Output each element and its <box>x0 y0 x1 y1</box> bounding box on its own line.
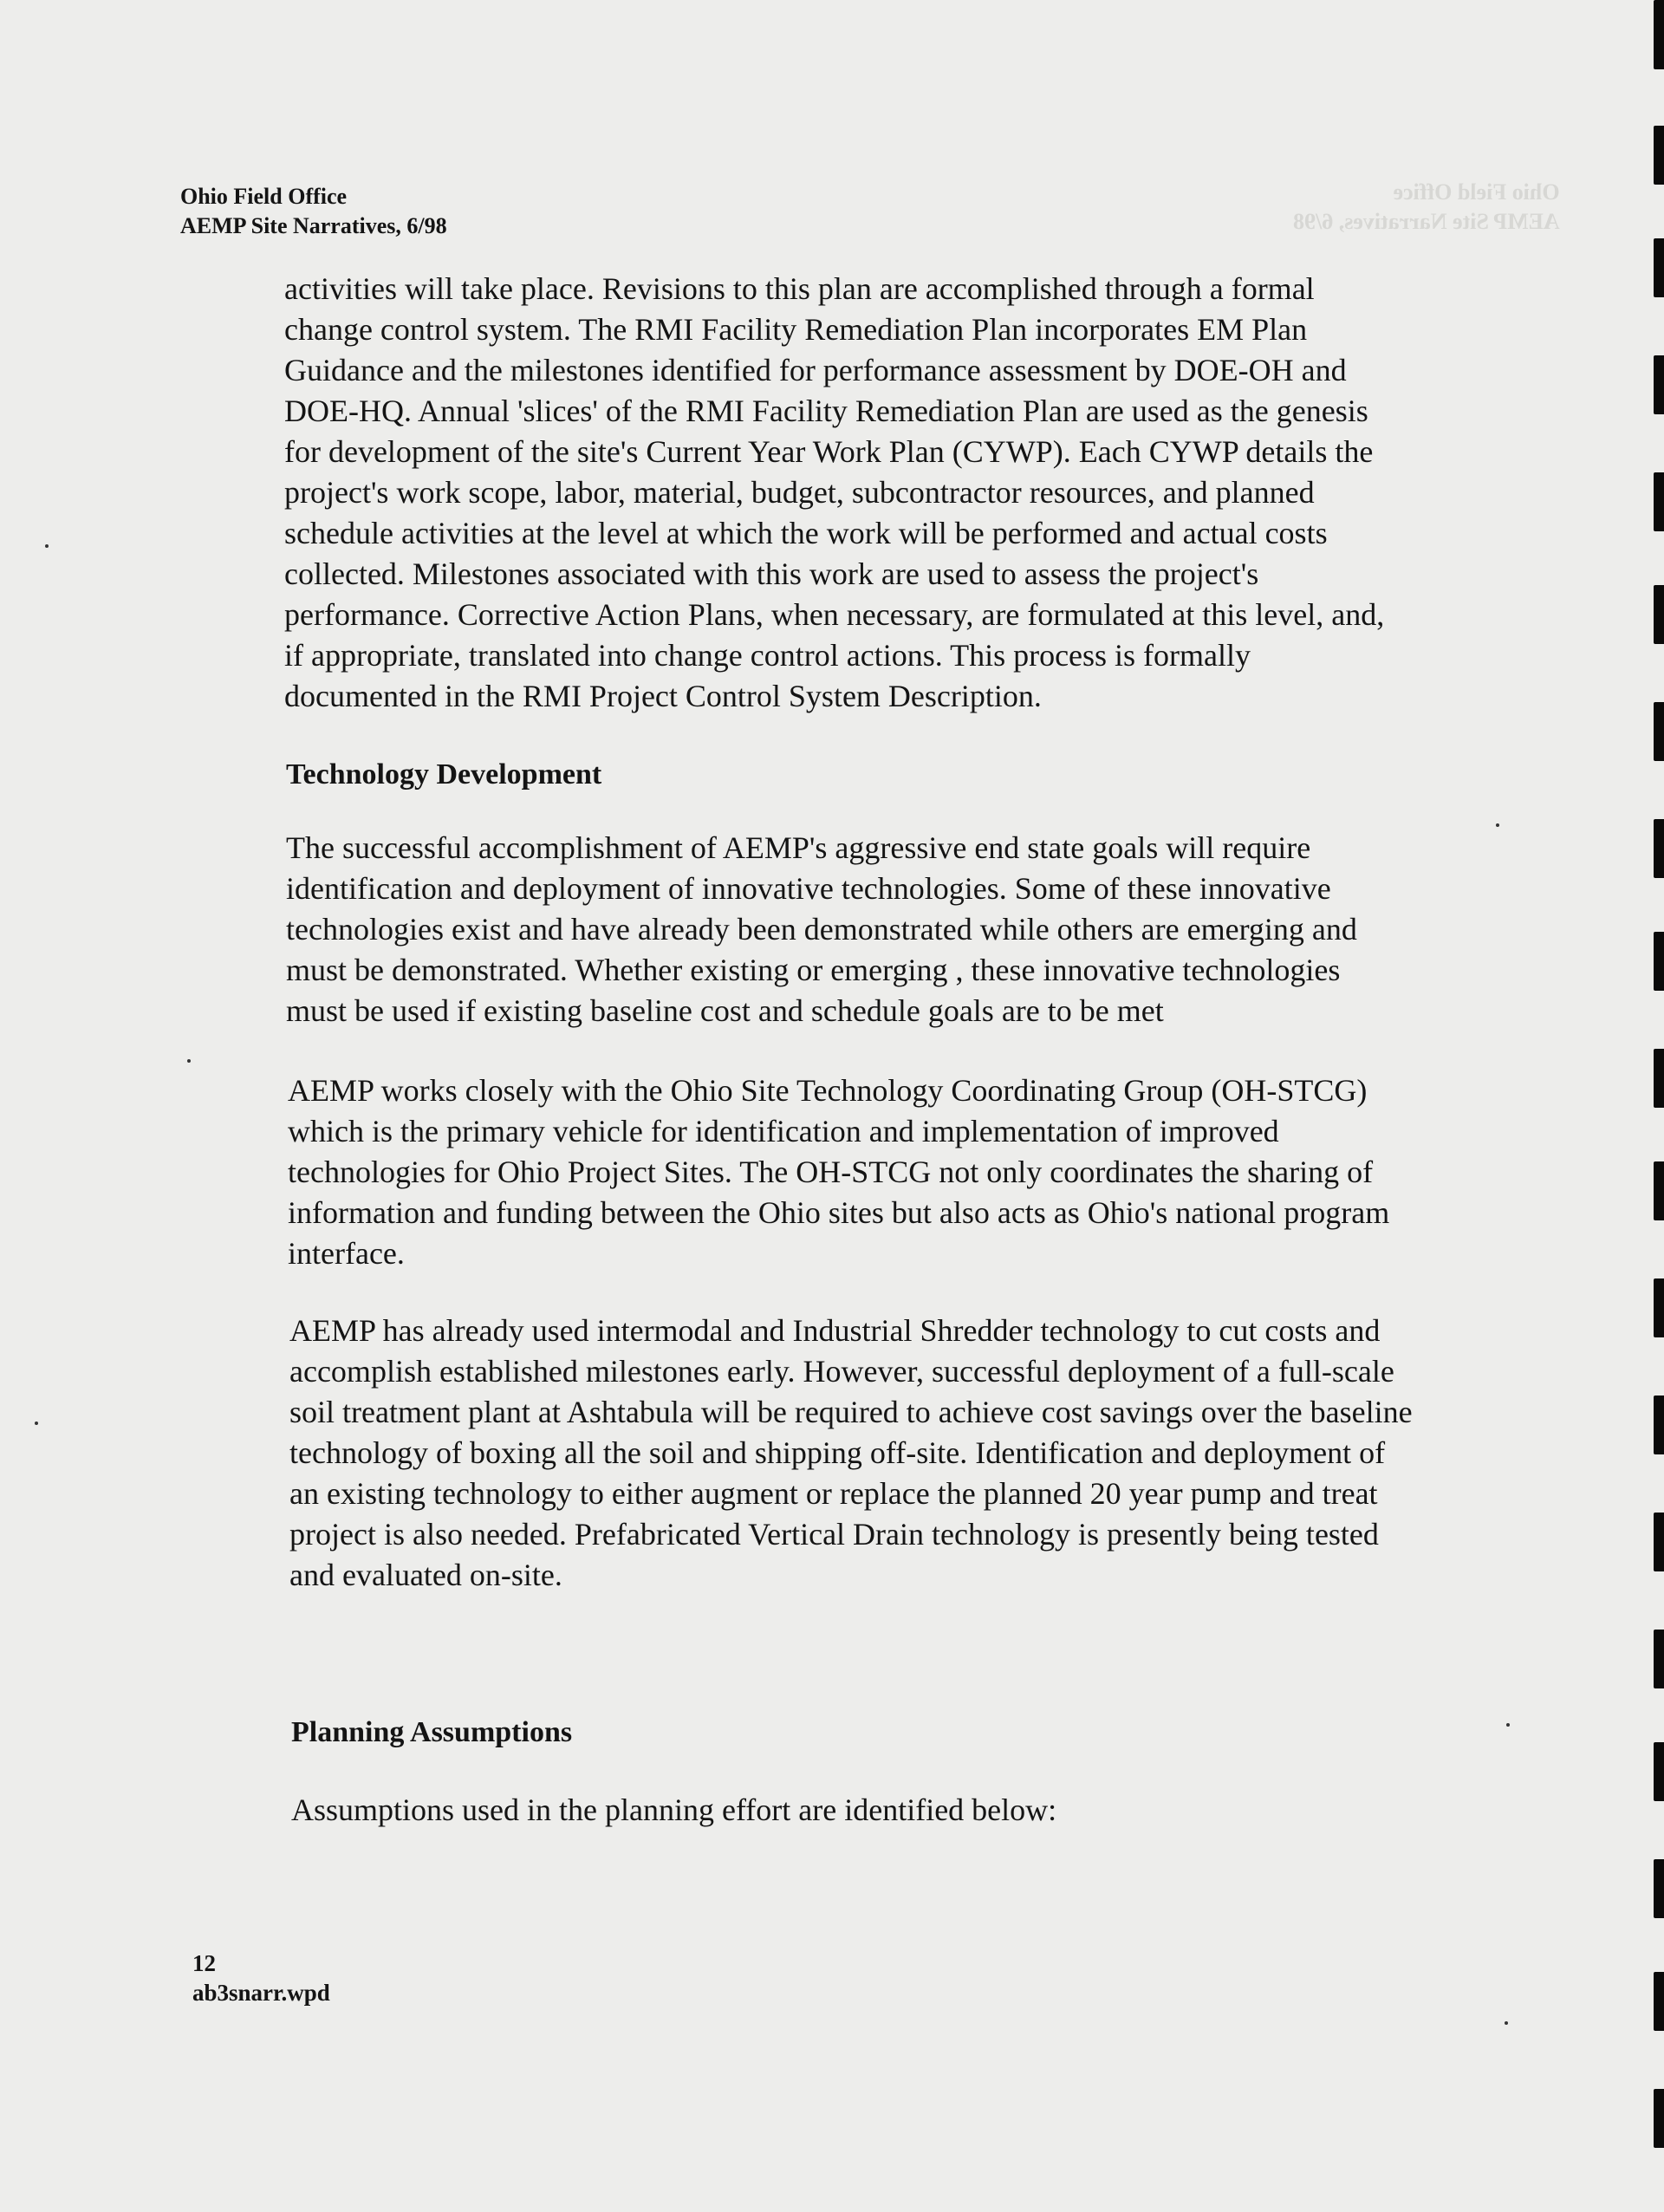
binding-hole <box>1654 1513 1664 1571</box>
binding-hole <box>1654 1396 1664 1454</box>
binding-hole <box>1654 1742 1664 1801</box>
binding-hole <box>1654 932 1664 991</box>
binding-hole <box>1654 472 1664 531</box>
technology-paragraph-1: The successful accomplishment of AEMP's aggressive end state goals will require identification and deployment of innovative technologies. Some of these innovative technologies exist and have already been demonstrated while others are emerging and must be demonstrated. Whether existing or emerging , these innovative technologies must be used if existing baseline cost and schedule goals are to be met <box>286 830 1357 1028</box>
binding-hole <box>1654 1278 1664 1337</box>
section-heading-planning-assumptions: Planning Assumptions <box>291 1716 573 1748</box>
technology-paragraph-2: AEMP works closely with the Ohio Site Technology Coordinating Group (OH-STCG) which is the primary vehicle for identification and implementation of improved technologies for Ohio Project Sites. The OH-STCG not only coordinates the sharing of information and funding between the Ohio sites but also acts as Ohio's national program interface. <box>288 1073 1390 1271</box>
binding-hole <box>1654 1972 1664 2031</box>
scan-speck <box>1505 2021 1508 2025</box>
scan-speck <box>35 1422 38 1425</box>
scan-speck <box>1496 823 1499 827</box>
running-header <box>180 182 447 241</box>
binding-hole <box>1654 1161 1664 1220</box>
file-name: ab3snarr.wpd <box>192 1980 330 2006</box>
binding-hole <box>1654 819 1664 878</box>
intro-paragraph: activities will take place. Revisions to this plan are accomplished through a formal change control system. The RMI Facility Remediation Plan incorporates EM Plan Guidance and the milestones identified for performance assessment by DOE-OH and DOE-HQ. Annual 'slices' of the RMI Facility Remediation Plan are used as the genesis for development of the site's Current Year Work Plan (CYWP). Each CYWP details the project's work scope, labor, material, budget, subcontractor resources, and planned schedule activities at the level at which the work will be performed and actual costs collected. Milestones associated with this work are used to assess the project's performance. Corrective Action Plans, when necessary, are formulated at this level, and, if appropriate, translated into change control actions. This process is formally documented in the RMI Project Control System Description. <box>284 271 1385 713</box>
binding-hole <box>1654 585 1664 644</box>
binding-hole <box>1654 1630 1664 1688</box>
binding-hole <box>1654 238 1664 297</box>
planning-paragraph: Assumptions used in the planning effort are identified below: <box>291 1792 1057 1827</box>
binding-hole <box>1654 702 1664 761</box>
scan-speck <box>45 544 49 548</box>
header-doc-title: AEMP Site Narratives, 6/98 <box>180 213 447 238</box>
section-heading-technology-development: Technology Development <box>286 758 602 790</box>
binding-hole <box>1654 0 1664 69</box>
scan-speck <box>1506 1723 1510 1727</box>
scan-speck <box>187 1059 191 1063</box>
bleed-through-text <box>1293 178 1560 237</box>
bleed-through-line-2: AEMP Site Narratives, 6/98 <box>1293 209 1560 234</box>
technology-paragraph-3: AEMP has already used intermodal and Industrial Shredder technology to cut costs and accomplish established milestones early. However, successful deployment of a full-scale soil treatment plant at Ashtabula will be required to achieve cost savings over the baseline technology of boxing all the soil and shipping off-site. Identification and deployment of an existing technology to either augment or replace the planned 20 year pump and treat project is also needed. Prefabricated Vertical Drain technology is presently being tested and evaluated on-site. <box>289 1313 1413 1592</box>
binding-hole <box>1654 355 1664 414</box>
header-office: Ohio Field Office <box>180 184 348 209</box>
spiral-binding <box>1652 0 1664 2212</box>
binding-hole <box>1654 126 1664 185</box>
binding-hole <box>1654 1859 1664 1918</box>
bleed-through-line-1: Ohio Field Office <box>1393 179 1560 205</box>
binding-hole <box>1654 2089 1664 2148</box>
binding-hole <box>1654 1049 1664 1108</box>
page-number: 12 <box>192 1950 216 1976</box>
page-footer <box>192 1949 330 2007</box>
